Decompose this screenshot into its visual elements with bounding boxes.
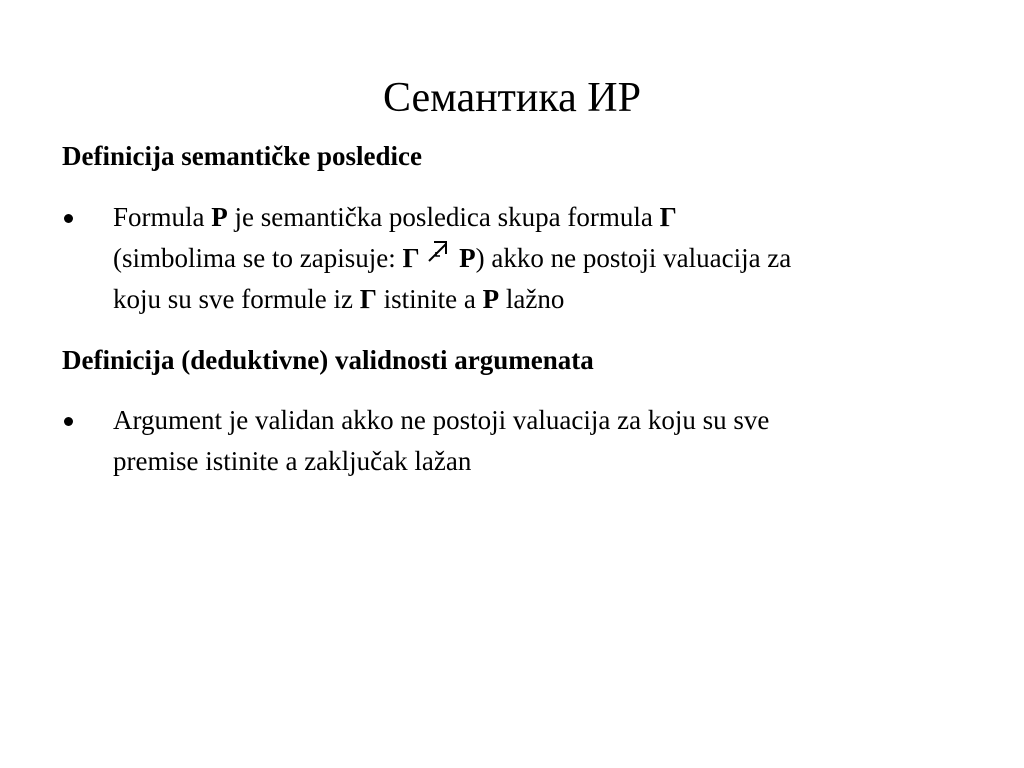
bullet-semantic-consequence bbox=[113, 197, 993, 320]
text-run: istinite a bbox=[376, 284, 483, 314]
text-run: ) akko ne postoji valuacija za bbox=[475, 243, 792, 273]
bullet-line bbox=[113, 197, 993, 238]
formula-symbol: P bbox=[482, 284, 500, 314]
formula-symbol: P bbox=[459, 243, 476, 273]
bullet-point-icon bbox=[62, 416, 76, 430]
entailment-symbol-icon bbox=[427, 239, 449, 263]
bullet-line: premise istinite a zaključak lažan bbox=[113, 446, 472, 476]
text-run: koju su sve formule iz bbox=[113, 284, 360, 314]
bullet-point-icon bbox=[62, 213, 76, 227]
gamma-symbol: Γ bbox=[359, 284, 377, 314]
bullet-line bbox=[113, 279, 993, 320]
gamma-symbol: Γ bbox=[659, 202, 677, 232]
text-run: je semantička posledica skupa formula bbox=[227, 202, 660, 232]
text-run: Formula bbox=[113, 202, 212, 232]
section-heading-semantic-consequence: Definicija semantičke posledice bbox=[62, 141, 422, 171]
gamma-symbol: Γ bbox=[402, 243, 420, 273]
text-run: lažno bbox=[499, 284, 565, 314]
slide-title: Семантика ИР bbox=[382, 75, 641, 121]
formula-symbol: P bbox=[211, 202, 228, 232]
bullet-line bbox=[113, 238, 993, 279]
section-heading-argument-validity: Definicija (deduktivne) validnosti argumenata bbox=[62, 345, 594, 375]
text-run: (simbolima se to zapisuje: bbox=[113, 243, 403, 273]
bullet-argument-validity bbox=[113, 400, 993, 482]
bullet-line: Argument je validan akko ne postoji valuacija za koju su sve bbox=[113, 405, 770, 435]
